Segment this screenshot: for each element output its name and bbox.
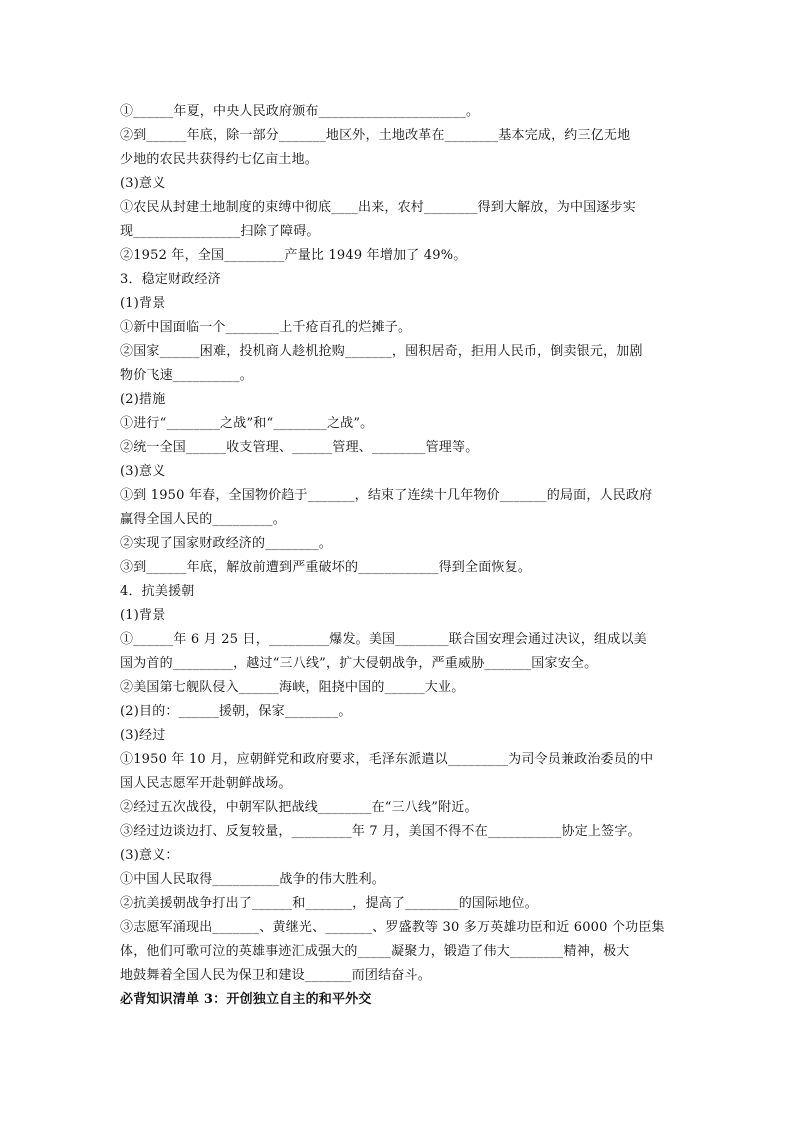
text-line: ②到______年底，除一部分_______地区外，土地改革在________基本完成，约三亿无地	[120, 128, 631, 143]
text-line: ①中国人民取得__________战争的伟大胜利。	[120, 872, 386, 887]
text-line: ①到 1950 年春，全国物价趋于_______，结束了连续十几年物价_______的局面，人民政府	[120, 488, 653, 503]
text-line: 现________________扫除了障碍。	[120, 224, 320, 239]
text-line: ②经过五次战役，中朝军队把战线________在“三八线”附近。	[120, 800, 478, 815]
text-line: 体，他们可歌可泣的英雄事迹汇成强大的_____凝聚力，锻造了伟大________精神，极大	[120, 944, 630, 959]
section-heading: (3)意义	[120, 176, 166, 191]
text-line: ③志愿军涌现出_______、黄继光、_______、罗盛教等 30 多万英雄功臣和近 6000 个功臣集	[120, 920, 665, 935]
text-line: ②美国第七舰队侵入______海峡，阻挠中国的______大业。	[120, 680, 465, 695]
text-line: ②国家______困难，投机商人趁机抢购_______，囤积居奇，拒用人民币，倒卖银元，加剧	[120, 344, 643, 359]
text-line: ①进行“________之战”和“________之战”。	[120, 416, 374, 431]
text-line: ②抗美援朝战争打出了______和_______，提高了________的国际地位。	[120, 896, 538, 911]
text-line: ①新中国面临一个________上千疮百孔的烂摊子。	[120, 320, 412, 335]
text-line: ②实现了国家财政经济的________。	[120, 536, 333, 551]
section-heading: 4．抗美援朝	[120, 584, 195, 599]
text-line: 国人民志愿军开赴朝鲜战场。	[120, 776, 292, 791]
section-heading: (1)背景	[120, 608, 166, 623]
text-line: ②统一全国______收支管理、______管理、________管理等。	[120, 440, 479, 455]
text-line: 少地的农民共获得约七亿亩土地。	[120, 152, 319, 167]
text-line: ②1952 年，全国_________产量比 1949 年增加了 49%。	[120, 248, 467, 263]
section-heading: (3)意义：	[120, 848, 179, 863]
text-line: (2)目的：______援朝，保家________。	[120, 704, 352, 719]
text-line: 国为首的_________，越过“三八线”，扩大侵朝战争，严重威胁_______国家安全。	[120, 656, 598, 671]
text-line: ③经过边谈边打、反复较量，_________年 7 月，美国不得不在___________协定上签字。	[120, 824, 641, 839]
text-line: 物价飞速__________。	[120, 368, 254, 383]
text-line: ①1950 年 10 月，应朝鲜党和政府要求，毛泽东派遣以_________为司令员兼政治委员的中	[120, 752, 654, 767]
section-heading: (2)措施	[120, 392, 166, 407]
section-heading: 3．稳定财政经济	[120, 272, 221, 287]
section-heading: (1)背景	[120, 296, 166, 311]
text-line: ①农民从封建土地制度的束缚中彻底____出来，农村________得到大解放，为中国逐步实	[120, 200, 637, 215]
knowledge-list-heading: 必背知识清单 3：开创独立自主的和平外交	[120, 992, 372, 1007]
section-heading: (3)经过	[120, 728, 166, 743]
text-line: 赢得全国人民的_________。	[120, 512, 286, 527]
text-line: ①______年 6 月 25 日，_________爆发。美国________联合国安理会通过决议，组成以美	[120, 632, 647, 647]
text-line: ①______年夏，中央人民政府颁布______________________。	[120, 104, 480, 119]
section-heading: (3)意义	[120, 464, 166, 479]
text-line: ③到______年底，解放前遭到严重破坏的____________得到全面恢复。	[120, 560, 532, 575]
text-line: 地鼓舞着全国人民为保卫和建设_______而团结奋斗。	[120, 968, 431, 983]
